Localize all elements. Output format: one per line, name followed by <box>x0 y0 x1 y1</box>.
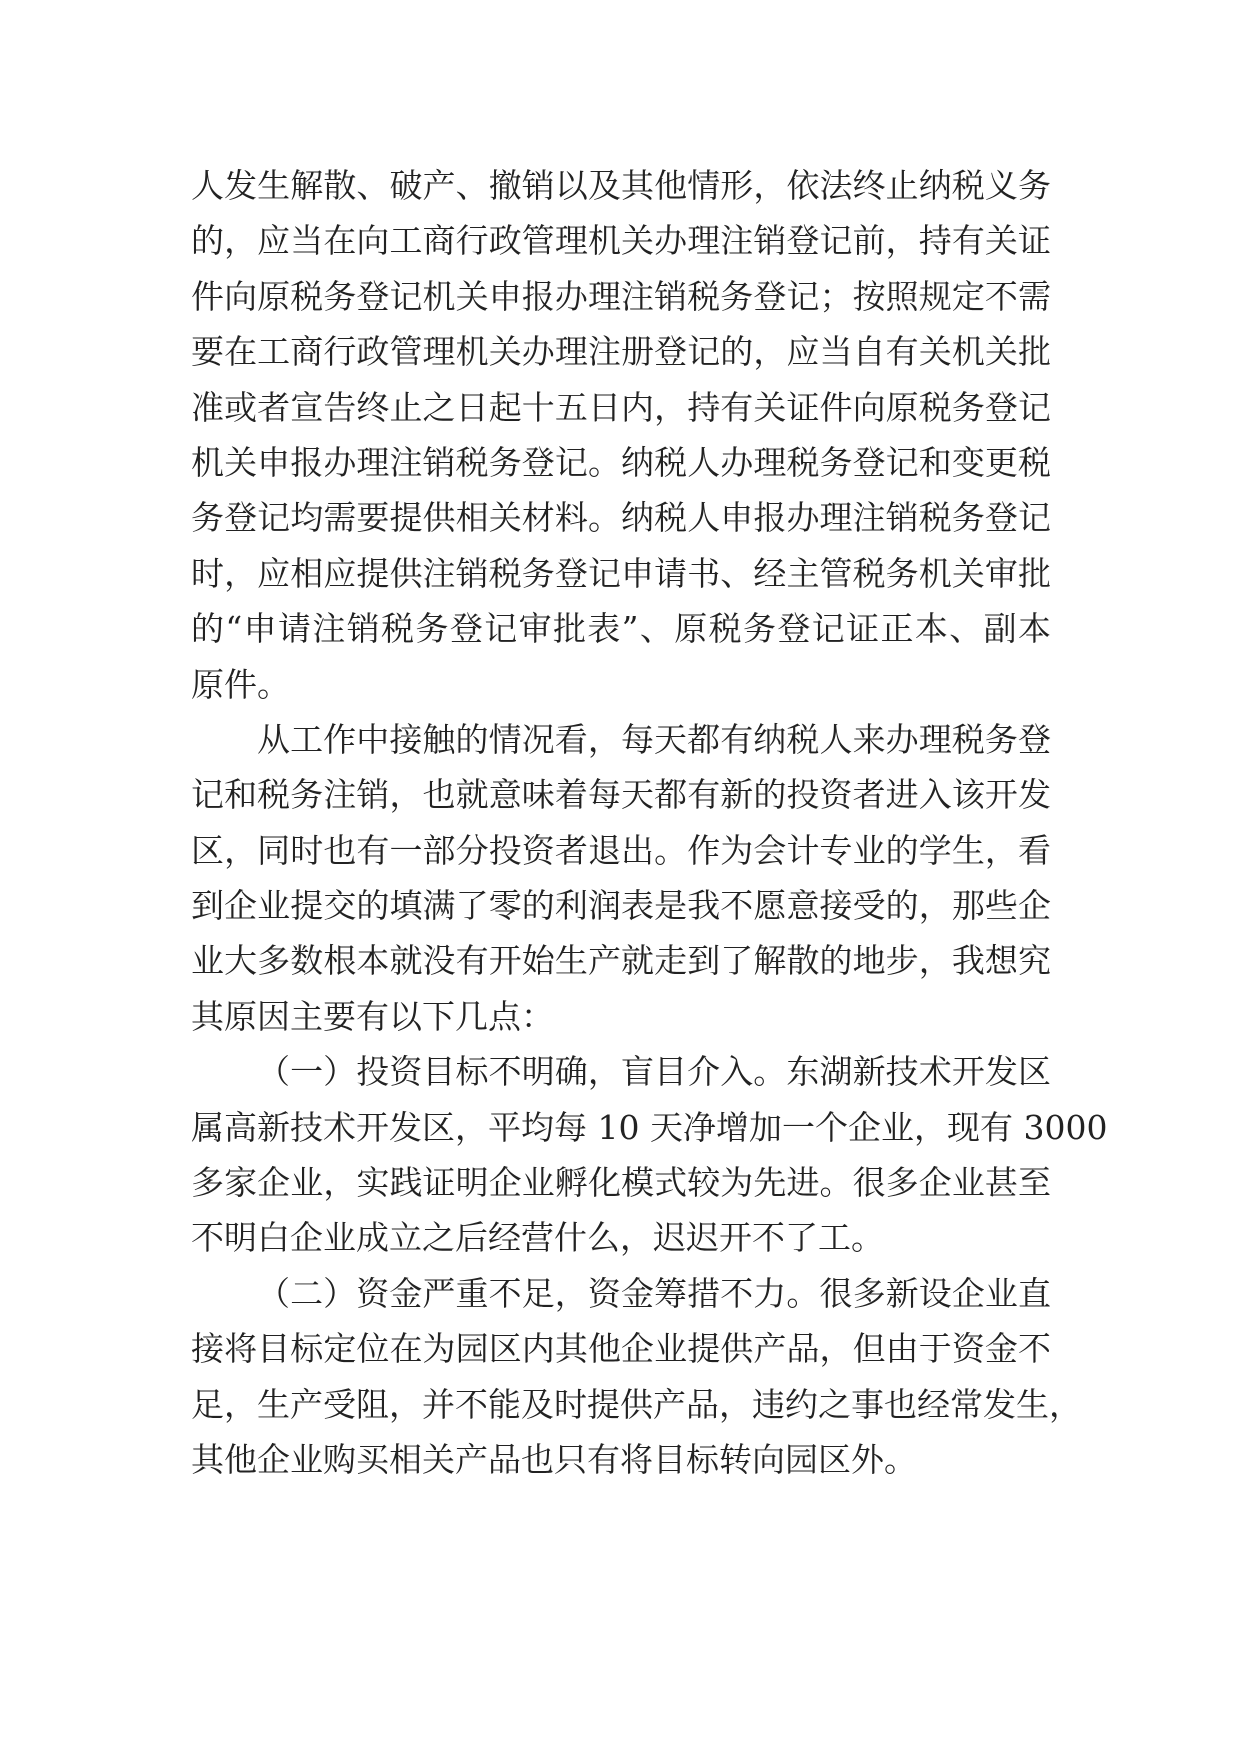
text-line: 到企业提交的填满了零的利润表是我不愿意接受的，那些企 <box>191 886 1051 926</box>
paragraph-1 <box>191 158 1051 712</box>
text-line: 其原因主要有以下几点： <box>191 996 554 1036</box>
text-line: 属高新技术开发区，平均每 10 天净增加一个企业，现有 3000 <box>191 1107 1108 1147</box>
paragraph-4 <box>191 1266 1082 1488</box>
text-line: 其他企业购买相关产品也只有将目标转向园区外。 <box>191 1439 917 1479</box>
text-line: 业大多数根本就没有开始生产就走到了解散的地步，我想究 <box>191 941 1051 981</box>
paragraph-2 <box>191 712 1051 1044</box>
text-line: 多家企业，实践证明企业孵化模式较为先进。很多企业甚至 <box>191 1163 1051 1203</box>
text-line: （二）资金严重不足，资金筹措不力。很多新设企业直 <box>257 1273 1051 1313</box>
text-line: 从工作中接触的情况看，每天都有纳税人来办理税务登 <box>257 719 1051 759</box>
text-line: 区，同时也有一部分投资者退出。作为会计专业的学生，看 <box>191 830 1051 870</box>
text-line: 原件。 <box>191 664 290 704</box>
paragraph-3 <box>191 1044 1108 1266</box>
text-line: 时，应相应提供注销税务登记申请书、经主管税务机关审批 <box>191 553 1051 593</box>
text-line: 务登记均需要提供相关材料。纳税人申报办理注销税务登记 <box>191 498 1051 538</box>
text-line: 足，生产受阻，并不能及时提供产品，违约之事也经常发生， <box>191 1384 1082 1424</box>
text-line: 人发生解散、破产、撤销以及其他情形，依法终止纳税义务 <box>191 166 1051 205</box>
text-line: 的，应当在向工商行政管理机关办理注销登记前，持有关证 <box>191 221 1051 261</box>
text-line: 准或者宣告终止之日起十五日内，持有关证件向原税务登记 <box>191 387 1051 427</box>
document-body <box>191 158 1108 1487</box>
text-line: 接将目标定位在为园区内其他企业提供产品，但由于资金不 <box>191 1329 1051 1369</box>
text-line: （一）投资目标不明确，盲目介入。东湖新技术开发区 <box>257 1052 1051 1092</box>
text-line: 要在工商行政管理机关办理注册登记的，应当自有关机关批 <box>191 332 1051 372</box>
text-line: 机关申报办理注销税务登记。纳税人办理税务登记和变更税 <box>191 442 1051 482</box>
text-line: 记和税务注销，也就意味着每天都有新的投资者进入该开发 <box>191 775 1051 815</box>
text-line: 件向原税务登记机关申报办理注销税务登记；按照规定不需 <box>191 276 1051 316</box>
text-line: 的“申请注销税务登记审批表”、原税务登记证正本、副本 <box>191 609 1051 649</box>
text-line: 不明白企业成立之后经营什么，迟迟开不了工。 <box>191 1218 884 1258</box>
